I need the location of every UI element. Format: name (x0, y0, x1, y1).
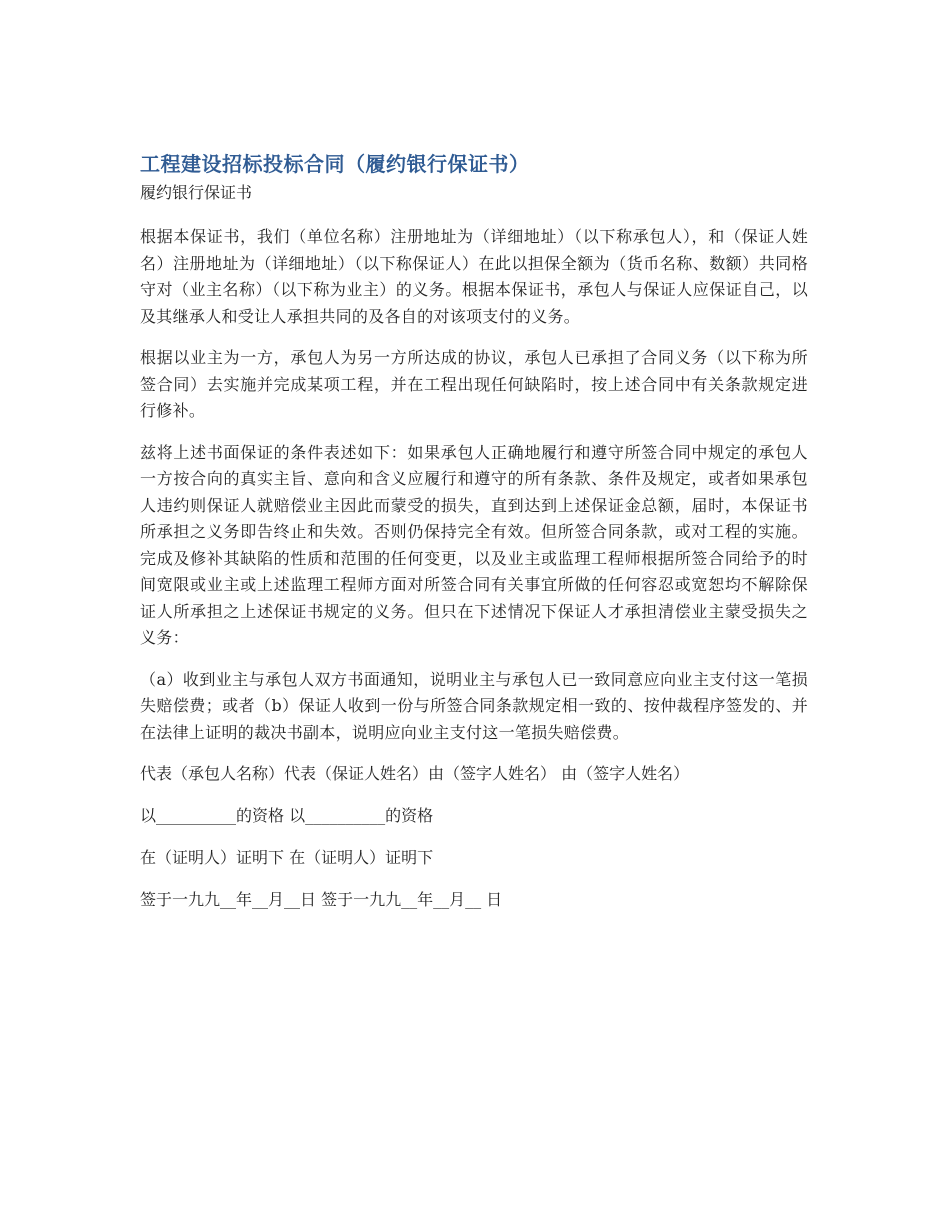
document-subtitle: 履约银行保证书 (140, 183, 253, 202)
signature-witness: 在（证明人）证明下 在（证明人）证明下 (140, 848, 434, 867)
signature-representatives: 代表（承包人名称）代表（保证人姓名）由（签字人姓名） 由（签字人姓名） (140, 764, 690, 783)
signature-capacity: 以__________的资格 以__________的资格 (140, 806, 434, 825)
signature-date: 签于一九九__年__月__日 签于一九九__年__月__ 日 (140, 890, 503, 909)
document-title: 工程建设招标投标合同（履约银行保证书） (140, 152, 530, 176)
paragraph-compensation-cases: （a）收到业主与承包人双方书面通知，说明业主与承包人已一致同意应向业主支付这一笔损失赔偿费；或者（b）保证人收到一份与所签合同条款规定相一致的、按仲裁程序签发的、并在法律上证明的裁决书副本，说明应向业主支付这一笔损失赔偿费。 (140, 669, 808, 742)
document-page (140, 148, 808, 929)
paragraph-guarantee-parties: 根据本保证书，我们（单位名称）注册地址为（详细地址）（以下称承包人），和（保证人姓名）注册地址为（详细地址）（以下称保证人）在此以担保全额为（货币名称、数额）共同格守对（业主名称）（以下称为业主）的义务。根据本保证书，承包人与保证人应保证自己，以及其继承人和受让人承担共同的及各自的对该项支付的义务。 (140, 227, 808, 326)
paragraph-contract-agreement: 根据以业主为一方，承包人为另一方所达成的协议，承包人已承担了合同义务（以下称为所签合同）去实施并完成某项工程，并在工程出现任何缺陷时，按上述合同中有关条款规定进行修补。 (140, 348, 808, 420)
paragraph-guarantee-conditions: 兹将上述书面保证的条件表述如下：如果承包人正确地履行和遵守所签合同中规定的承包人一方按合向的真实主旨、意向和含义应履行和遵守的所有条款、条件及规定，或者如果承包人违约则保证人就赔偿业主因此而蒙受的损失，直到达到上述保证金总额，届时，本保证书所承担之义务即告终止和失效。否则仍保持完全有效。但所签合同条款，或对工程的实施。完成及修补其缺陷的性质和范围的任何变更，以及业主或监理工程师根据所签合同给予的时间宽限或业主或上述监理工程师方面对所签合同有关事宜所做的任何容忍或宽恕均不解除保证人所承担之上述保证书规定的义务。但只在下述情况下保证人才承担清偿业主蒙受损失之义务： (140, 442, 808, 647)
